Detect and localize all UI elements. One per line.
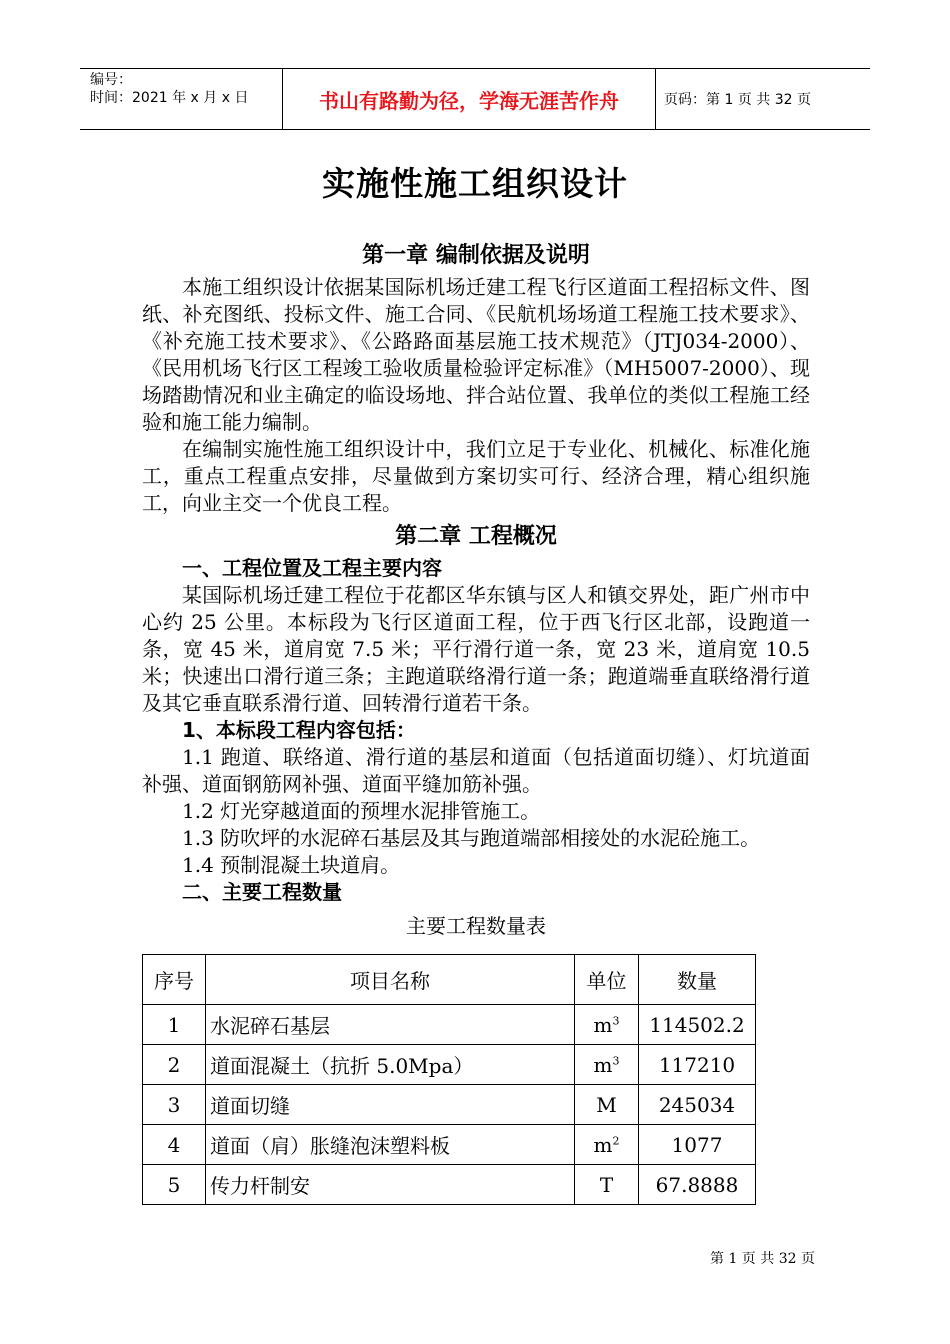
content-item-2: 1.2 灯光穿越道面的预埋水泥排管施工。 (182, 799, 541, 823)
cell-name: 道面切缝 (206, 1085, 575, 1125)
chapter1-heading: 第一章 编制依据及说明 (362, 242, 590, 268)
cell-no: 5 (143, 1165, 206, 1205)
cell-name: 水泥碎石基层 (206, 1005, 575, 1045)
page-header (80, 68, 870, 130)
unit-superscript: 3 (612, 1013, 620, 1027)
content-item-1: 1.1 跑道、联络道、滑行道的基层和道面（包括道面切缝）、灯坑道面补强、道面钢筋网补强、道面平缝加筋补强。 (142, 745, 810, 796)
table-row (143, 1165, 756, 1205)
subsection-heading: 1、本标段工程内容包括： (182, 718, 416, 742)
cell-name: 道面（肩）胀缝泡沫塑料板 (206, 1125, 575, 1165)
header-motto: 书山有路勤为径，学海无涯苦作舟 (282, 69, 656, 129)
cell-qty: 245034 (639, 1085, 756, 1125)
section1-heading: 一、工程位置及工程主要内容 (182, 556, 442, 580)
cell-name: 道面混凝土（抗折 5.0Mpa） (206, 1045, 575, 1085)
section2-heading: 二、主要工程数量 (182, 880, 342, 904)
document-title: 实施性施工组织设计 (322, 164, 628, 203)
unit-text: T (599, 1172, 614, 1197)
document-body (142, 236, 810, 942)
content-item-4: 1.4 预制混凝土块道肩。 (182, 853, 401, 877)
cell-name: 传力杆制安 (206, 1165, 575, 1205)
content-item-3: 1.3 防吹坪的水泥碎石基层及其与跑道端部相接处的水泥砼施工。 (182, 826, 761, 850)
cell-qty: 114502.2 (639, 1005, 756, 1045)
chapter2-paragraph-1: 某国际机场迁建工程位于花都区华东镇与区人和镇交界处，距广州市中心约 25 公里。本标段为飞行区道面工程，位于西飞行区北部，设跑道一条，宽 45 米，道肩宽 7.5 米；平行滑行道一条，宽 23 米，道肩宽 10.5 米；快速出口滑行道三条；主跑道联络滑行道一条；跑道端垂直联络滑行道及其它垂直联系滑行道、回转滑行道若干条。 (142, 583, 810, 715)
table-row (143, 1085, 756, 1125)
header-no: 序号 (143, 955, 206, 1005)
cell-unit (575, 1005, 639, 1045)
header-meta (90, 71, 280, 107)
header-page-info: 页码：第 1 页 共 32 页 (664, 92, 811, 108)
header-qty: 数量 (639, 955, 756, 1005)
chapter2-heading: 第二章 工程概况 (395, 523, 557, 549)
cell-unit (575, 1045, 639, 1085)
table-row (143, 1005, 756, 1045)
quantity-table (142, 954, 756, 1205)
unit-text: m (593, 1132, 613, 1157)
cell-qty: 117210 (639, 1045, 756, 1085)
number-label: 编号： (90, 72, 132, 88)
chapter1-paragraph-1: 本施工组织设计依据某国际机场迁建工程飞行区道面工程招标文件、图纸、补充图纸、投标文件、施工合同、《民航机场场道工程施工技术要求》、《补充施工技术要求》、《公路路面基层施工技术规范》（JTJ034-2000）、《民用机场飞行区工程竣工验收质量检验评定标准》（MH5007-2000）、现场踏勘情况和业主确定的临设场地、拌合站位置、我单位的类似工程施工经验和施工能力编制。 (142, 275, 810, 434)
table-row (143, 1045, 756, 1085)
cell-qty: 67.8888 (639, 1165, 756, 1205)
unit-superscript: 2 (612, 1133, 620, 1147)
cell-qty: 1077 (639, 1125, 756, 1165)
table-caption: 主要工程数量表 (406, 914, 546, 938)
cell-no: 2 (143, 1045, 206, 1085)
time-label: 时间：2021 年 x 月 x 日 (90, 90, 249, 106)
chapter1-paragraph-2: 在编制实施性施工组织设计中，我们立足于专业化、机械化、标准化施工，重点工程重点安排，尽量做到方案切实可行、经济合理，精心组织施工，向业主交一个优良工程。 (142, 437, 810, 515)
page-footer: 第 1 页 共 32 页 (710, 1251, 815, 1267)
unit-text: m (593, 1052, 613, 1077)
cell-no: 4 (143, 1125, 206, 1165)
unit-text: M (596, 1092, 617, 1117)
unit-text: m (593, 1012, 613, 1037)
cell-unit (575, 1085, 639, 1125)
cell-unit (575, 1125, 639, 1165)
header-name: 项目名称 (206, 955, 575, 1005)
table-header-row (143, 955, 756, 1005)
cell-no: 3 (143, 1085, 206, 1125)
cell-unit (575, 1165, 639, 1205)
header-unit: 单位 (575, 955, 639, 1005)
table-row (143, 1125, 756, 1165)
unit-superscript: 3 (612, 1053, 620, 1067)
cell-no: 1 (143, 1005, 206, 1045)
